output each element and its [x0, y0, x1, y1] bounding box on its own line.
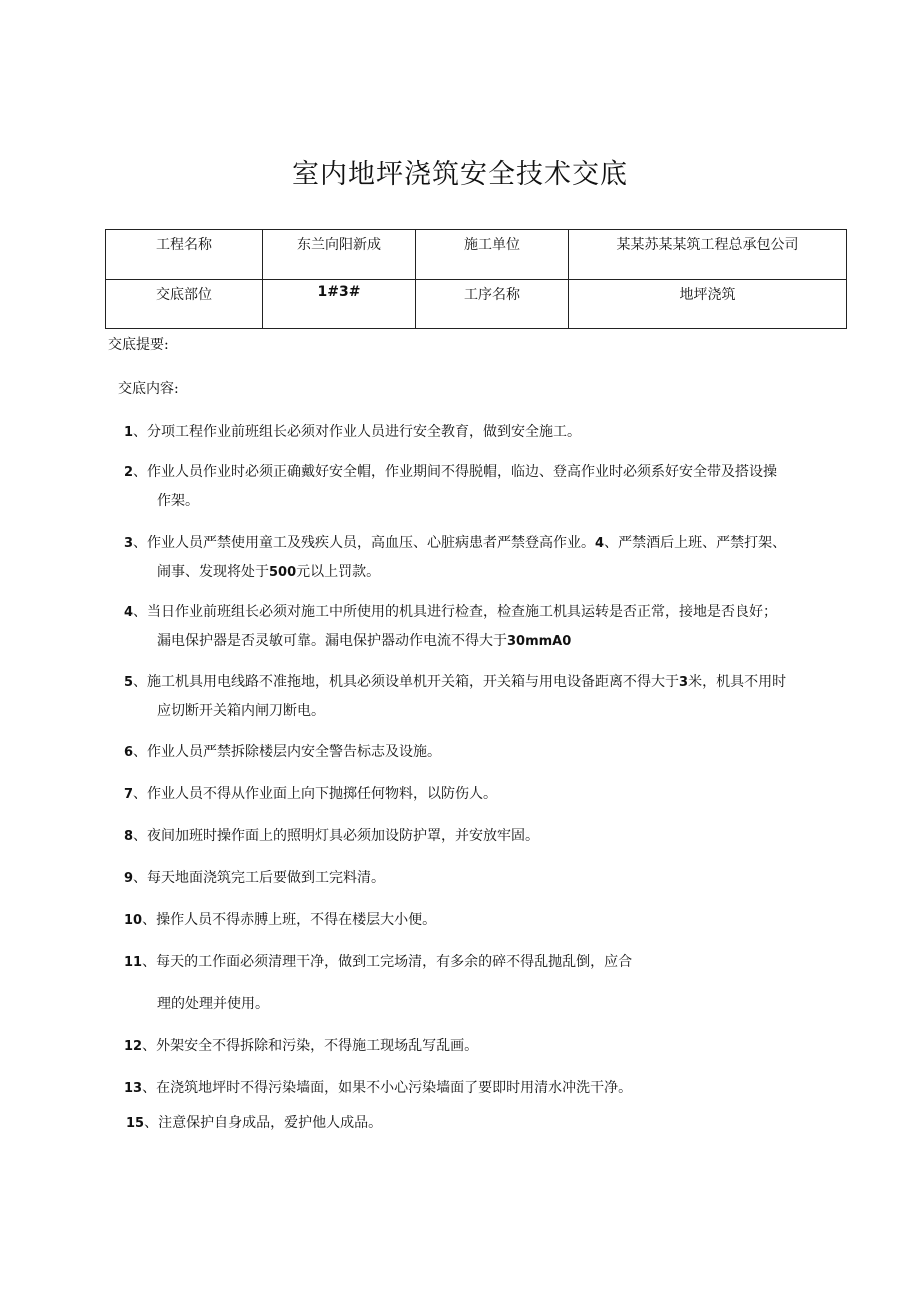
item-text: 每天的工作面必须清理干净，做到工完场清，有多余的碎不得乱抛乱倒，应合: [156, 954, 633, 970]
item-text: 在浇筑地坪时不得污染墙面，如果不小心污染墙面了要即时用清水冲洗干净。: [156, 1080, 633, 1096]
list-item: [124, 738, 854, 767]
item-separator: 、: [133, 674, 148, 690]
item-continuation: 作架。: [157, 493, 199, 509]
location-label: 交底部位: [106, 280, 263, 329]
location-value: 1#3#: [263, 280, 416, 329]
list-item: [124, 458, 854, 516]
item-separator: 、: [142, 912, 157, 928]
project-name-value: 东兰向阳新成: [263, 230, 416, 280]
item-text: 作业人员作业时必须正确戴好安全帽，作业期间不得脱帽，临边、登高作业时必须系好安全带及搭设操: [147, 464, 778, 480]
list-item: [124, 780, 854, 809]
item-text: 外架安全不得拆除和污染，不得施工现场乱写乱画。: [156, 1038, 479, 1054]
item-text: 当日作业前班组长必须对施工中所使用的机具进行检查，检查施工机具运转是否正常，接地是否良好；: [147, 604, 778, 620]
item-text: 漏电保护器是否灵敏可靠。漏电保护器动作电流不得大于: [157, 633, 507, 649]
project-name-label: 工程名称: [106, 230, 263, 280]
table-row: [106, 280, 847, 329]
item-separator: 、: [133, 828, 148, 844]
item-separator: 、: [133, 604, 148, 620]
item-inline-number: 500: [269, 565, 297, 580]
item-number: 8: [124, 829, 134, 844]
item-continuation: [124, 558, 854, 587]
item-separator: 、: [133, 424, 148, 440]
item-number: 9: [124, 871, 134, 886]
process-label: 工序名称: [416, 280, 569, 329]
item-text: 分项工程作业前班组长必须对作业人员进行安全教育，做到安全施工。: [147, 424, 582, 440]
item-number: 3: [124, 536, 134, 551]
item-separator: 、: [142, 1038, 157, 1054]
item-separator: 、: [133, 744, 148, 760]
item-inline-number: 3: [679, 675, 689, 690]
table-row: [106, 230, 847, 280]
list-item: [124, 529, 854, 587]
list-item: [124, 1032, 854, 1061]
item-separator: 、: [144, 1115, 159, 1131]
item-inline-number: 30mmA0: [507, 634, 572, 649]
list-item: [126, 1109, 856, 1138]
list-item: [124, 906, 854, 935]
content-label: 交底内容:: [118, 381, 179, 397]
page-title: 室内地坪浇筑安全技术交底: [292, 159, 628, 190]
item-text: 米，机具不用时: [688, 674, 787, 690]
item-number: 13: [124, 1081, 143, 1096]
item-separator: 、: [133, 786, 148, 802]
item-text: 、严禁酒后上班、严禁打架、: [604, 535, 787, 551]
item-text: 每天地面浇筑完工后要做到工完料清。: [147, 870, 386, 886]
list-item: [124, 418, 854, 447]
list-item: [124, 864, 854, 893]
item-number: 12: [124, 1039, 143, 1054]
list-item: [124, 948, 854, 1019]
item-text: 夜间加班时操作面上的照明灯具必须加设防护罩，并安放牢固。: [147, 828, 540, 844]
list-item: [124, 668, 854, 726]
item-separator: 、: [133, 870, 148, 886]
item-text: 作业人员严禁使用童工及残疾人员，高血压、心脏病患者严禁登高作业。: [147, 535, 596, 551]
item-continuation: 理的处理并使用。: [157, 996, 269, 1012]
item-number: 1: [124, 425, 134, 440]
item-text: 作业人员不得从作业面上向下抛掷任何物料，以防伤人。: [147, 786, 498, 802]
item-text: 元以上罚款。: [296, 564, 381, 580]
list-item: [124, 822, 854, 851]
item-inline-number: 4: [595, 536, 605, 551]
info-table: [105, 229, 847, 329]
contractor-label: 施工单位: [416, 230, 569, 280]
item-number: 10: [124, 913, 143, 928]
list-item: [124, 1074, 854, 1103]
item-number: 6: [124, 745, 134, 760]
item-number: 15: [126, 1116, 145, 1131]
item-text: 注意保护自身成品，爱护他人成品。: [158, 1115, 383, 1131]
contractor-value: 某某苏某某筑工程总承包公司: [569, 230, 847, 280]
item-separator: 、: [133, 464, 148, 480]
item-continuation: 应切断开关箱内闸刀断电。: [157, 703, 325, 719]
process-value: 地坪浇筑: [569, 280, 847, 329]
item-text: 操作人员不得赤膊上班，不得在楼层大小便。: [156, 912, 437, 928]
item-separator: 、: [142, 1080, 157, 1096]
item-number: 11: [124, 955, 143, 970]
item-separator: 、: [133, 535, 148, 551]
item-text: 作业人员严禁拆除楼层内安全警告标志及设施。: [147, 744, 442, 760]
item-number: 7: [124, 787, 134, 802]
list-item: [124, 598, 854, 656]
item-number: 4: [124, 605, 134, 620]
item-continuation: [124, 627, 854, 656]
item-text: 闹事、发现将处于: [157, 564, 269, 580]
item-number: 5: [124, 675, 134, 690]
item-separator: 、: [142, 954, 157, 970]
item-number: 2: [124, 465, 134, 480]
item-text: 施工机具用电线路不准拖地，机具必须设单机开关箱，开关箱与用电设备距离不得大于: [147, 674, 680, 690]
summary-label: 交底提要:: [108, 337, 169, 353]
